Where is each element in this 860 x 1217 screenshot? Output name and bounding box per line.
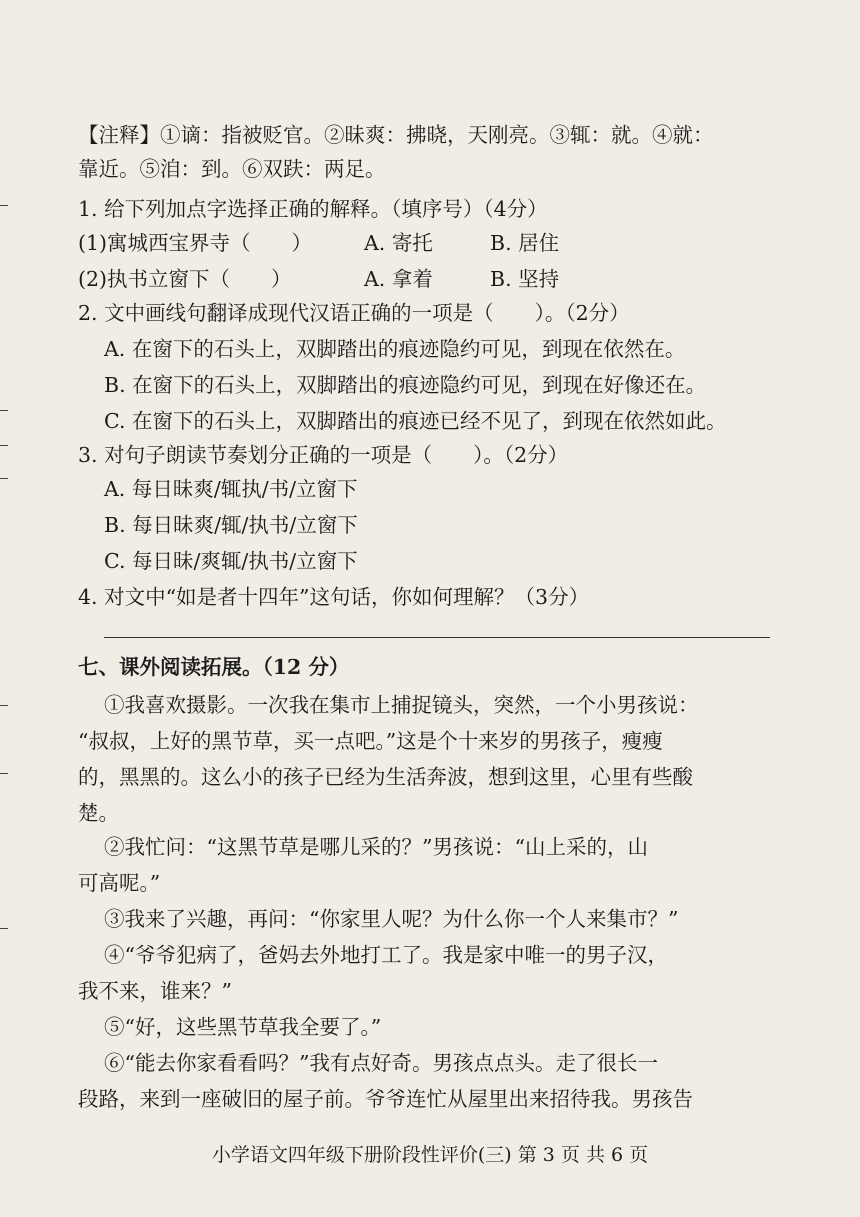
question-2-stem: 2. 文中画线句翻译成现代汉语正确的一项是（ ）。（2分）	[78, 301, 630, 325]
paragraph-1-line-2: “叔叔，上好的黑节草，买一点吧。”这是个十来岁的男孩子，瘦瘦	[78, 729, 663, 753]
margin-mark	[0, 205, 8, 206]
paragraph-3-line-1: ③我来了兴趣，再问：“你家里人呢？为什么你一个人来集市？”	[104, 907, 679, 931]
answer-line	[104, 637, 770, 638]
paragraph-1-line-4: 楚。	[78, 801, 119, 825]
margin-mark	[0, 478, 8, 479]
question-1-item-2	[78, 262, 798, 296]
question-1-item-2-option-b: B. 坚持	[490, 267, 560, 291]
question-1-item-1-option-b: B. 居住	[490, 231, 560, 255]
paragraph-1-line-3: 的，黑黑的。这么小的孩子已经为生活奔波，想到这里，心里有些酸	[78, 765, 693, 789]
question-3-option-b: B. 每日昧爽/辄/执书/立窗下	[104, 513, 358, 537]
paragraph-1-line-1: ①我喜欢摄影。一次我在集市上捕捉镜头，突然，一个小男孩说：	[104, 693, 699, 717]
page-footer: 小学语文四年级下册阶段性评价(三) 第 3 页 共 6 页	[211, 1144, 649, 1166]
paragraph-6-line-1: ⑥“能去你家看看吗？”我有点好奇。男孩点点头。走了很长一	[104, 1051, 658, 1075]
question-3-option-a: A. 每日昧爽/辄执/书/立窗下	[104, 477, 358, 501]
note-line-1: 【注释】①谪：指被贬官。②昧爽：拂晓，天刚亮。③辄：就。④就：	[78, 123, 714, 147]
section-7-title: 七、课外阅读拓展。（12 分）	[78, 655, 350, 679]
margin-mark	[0, 410, 8, 411]
paragraph-2-line-1: ②我忙问：“这黑节草是哪儿采的？”男孩说：“山上采的，山	[104, 835, 648, 859]
paragraph-4-line-1: ④“爷爷犯病了，爸妈去外地打工了。我是家中唯一的男子汉，	[104, 943, 668, 967]
question-2-option-b: B. 在窗下的石头上，双脚踏出的痕迹隐约可见，到现在好像还在。	[104, 373, 707, 397]
margin-mark	[0, 445, 8, 446]
margin-mark	[0, 928, 8, 929]
paragraph-2-line-2: 可高呢。”	[78, 871, 161, 895]
question-2-option-a: A. 在窗下的石头上，双脚踏出的痕迹隐约可见，到现在依然在。	[104, 337, 686, 361]
margin-mark	[0, 773, 8, 774]
question-4-stem: 4. 对文中“如是者十四年”这句话，你如何理解？（3分）	[78, 585, 590, 609]
question-2-option-c: C. 在窗下的石头上，双脚踏出的痕迹已经不见了，到现在依然如此。	[104, 409, 727, 433]
question-1-item-2-text: (2)执书立窗下（ ）	[78, 267, 292, 291]
margin-mark	[0, 705, 8, 706]
paragraph-6-line-2: 段路，来到一座破旧的屋子前。爷爷连忙从屋里出来招待我。男孩告	[78, 1087, 693, 1111]
paragraph-4-line-2: 我不来，谁来？”	[78, 979, 232, 1003]
question-1-item-2-option-a: A. 拿着	[364, 267, 433, 291]
paragraph-5-line-1: ⑤“好，这些黑节草我全要了。”	[104, 1015, 382, 1039]
question-1-stem: 1. 给下列加点字选择正确的解释。（填序号）（4分）	[78, 197, 548, 221]
question-1-item-1-text: (1)寓城西宝界寺（ ）	[78, 231, 313, 255]
question-3-option-c: C. 每日昧/爽辄/执书/立窗下	[104, 549, 358, 573]
question-1-item-1-option-a: A. 寄托	[364, 231, 433, 255]
note-line-2: 靠近。⑤洎：到。⑥双趺：两足。	[78, 157, 386, 181]
question-3-stem: 3. 对句子朗读节奏划分正确的一项是（ ）。（2分）	[78, 443, 569, 467]
question-1-item-1	[78, 226, 798, 260]
